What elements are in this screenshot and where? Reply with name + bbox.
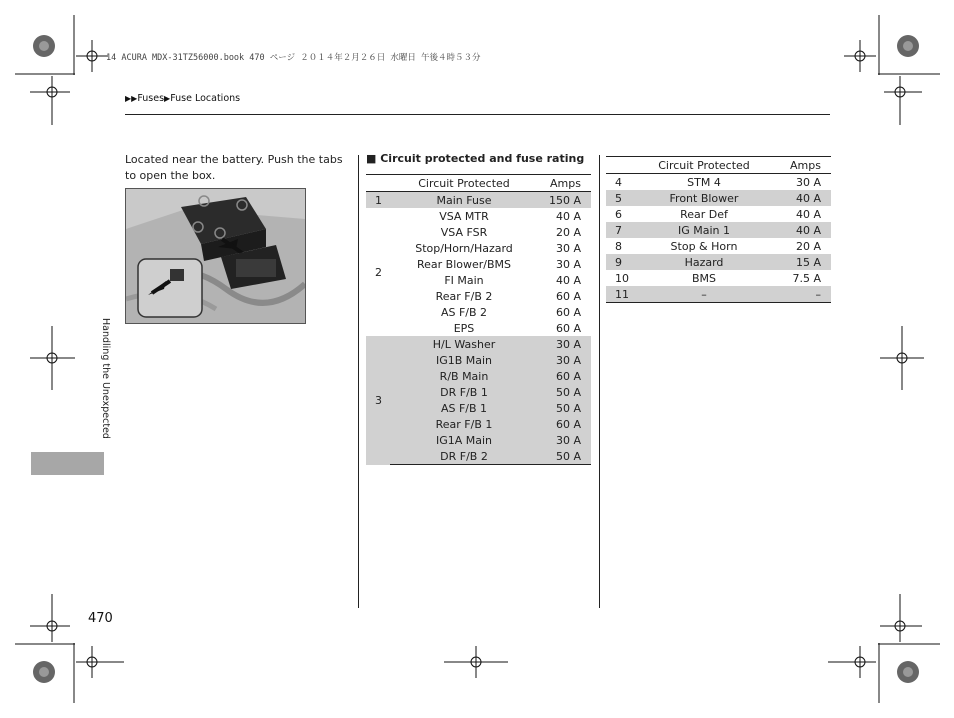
fuse-table-left <box>366 174 591 465</box>
table-row <box>606 174 831 191</box>
circuit-name: – <box>630 286 778 303</box>
table-row <box>366 416 591 432</box>
amp-rating: 60 A <box>538 416 591 432</box>
table-row <box>366 368 591 384</box>
circuit-name: EPS <box>453 321 475 335</box>
circuit-name: AS F/B 1 <box>390 400 538 416</box>
circuit-name: VSA FSR <box>440 225 488 239</box>
amp-rating: 30 A <box>555 257 581 271</box>
table-row <box>366 384 591 400</box>
amp-rating: 40 A <box>778 222 831 238</box>
amp-rating: 60 A <box>538 368 591 384</box>
table-row <box>366 224 591 240</box>
amp-rating: 40 A <box>795 207 821 221</box>
breadcrumb-fuses-link[interactable]: Fuses <box>137 93 165 104</box>
amp-rating: 7.5 A <box>792 271 821 285</box>
amp-rating: 30 A <box>538 432 591 448</box>
amp-rating: 40 A <box>778 190 831 206</box>
amp-rating: 50 A <box>538 400 591 416</box>
amp-rating: 30 A <box>555 241 581 255</box>
circuit-name: Rear Def <box>680 207 728 221</box>
circuit-name: Rear F/B 2 <box>435 289 493 303</box>
amp-rating: 40 A <box>555 273 581 287</box>
table-row <box>366 192 591 209</box>
circuit-name: Hazard <box>630 254 778 270</box>
amp-rating: – <box>778 286 831 303</box>
amp-rating: 60 A <box>555 321 581 335</box>
header-circuit: Circuit Protected <box>390 175 538 192</box>
header-rule <box>125 114 830 115</box>
table-row <box>366 448 591 465</box>
circuit-name: STM 4 <box>687 175 721 189</box>
circuit-name: Front Blower <box>630 190 778 206</box>
circuit-name: IG1A Main <box>390 432 538 448</box>
section-title: ■ Circuit protected and fuse rating <box>366 152 585 165</box>
circuit-name: Rear Blower/BMS <box>416 257 512 271</box>
column-divider-right <box>599 155 600 608</box>
circuit-name: FI Main <box>444 273 484 287</box>
table-row <box>606 190 831 206</box>
breadcrumb-arrow-icon: ▶▶ <box>125 94 138 103</box>
table-row <box>366 432 591 448</box>
circuit-name: IG1B Main <box>390 352 538 368</box>
fuse-number: 1 <box>366 192 390 209</box>
circuit-name: H/L Washer <box>390 336 538 352</box>
amp-rating: 60 A <box>555 289 581 303</box>
table-row <box>606 270 831 286</box>
table-row <box>366 288 591 304</box>
table-row <box>606 222 831 238</box>
circuit-name: R/B Main <box>390 368 538 384</box>
circuit-name: IG Main 1 <box>630 222 778 238</box>
table-row <box>366 304 591 320</box>
circuit-name: Stop & Horn <box>670 239 738 253</box>
intro-text: Located near the battery. Push the tabs to open the box. <box>125 153 343 182</box>
amp-rating: 60 A <box>555 305 581 319</box>
table-row <box>366 272 591 288</box>
fuse-number: 10 <box>615 271 629 285</box>
fuse-number: 7 <box>606 222 630 238</box>
fuse-number: 5 <box>606 190 630 206</box>
column-divider-left <box>358 155 359 608</box>
fuse-box-photo <box>125 188 306 324</box>
table-row <box>366 240 591 256</box>
circuit-name: VSA MTR <box>439 209 489 223</box>
fuse-box-illustration <box>126 189 305 323</box>
header-amps: Amps <box>778 157 831 174</box>
fuse-number: 3 <box>366 336 390 465</box>
fuse-number: 8 <box>615 239 622 253</box>
amp-rating: 30 A <box>538 352 591 368</box>
fuse-number: 4 <box>615 175 622 189</box>
circuit-name: BMS <box>691 271 717 285</box>
amp-rating: 20 A <box>795 239 821 253</box>
table-row <box>606 286 831 303</box>
chapter-tab[interactable] <box>31 452 104 475</box>
page-number: 470 <box>88 611 113 626</box>
fuse-table-right <box>606 156 831 303</box>
circuit-name: DR F/B 2 <box>390 448 538 465</box>
fuse-number: 9 <box>606 254 630 270</box>
amp-rating: 30 A <box>795 175 821 189</box>
table-row <box>366 352 591 368</box>
amp-rating: 40 A <box>555 209 581 223</box>
table-row <box>366 256 591 272</box>
breadcrumb-separator-icon: ▶ <box>164 94 171 103</box>
breadcrumb-fuse-locations: Fuse Locations <box>170 93 241 104</box>
amp-rating: 15 A <box>778 254 831 270</box>
breadcrumb <box>125 93 240 104</box>
circuit-name: Main Fuse <box>390 192 538 209</box>
header-no <box>606 157 630 174</box>
circuit-name: Stop/Horn/Hazard <box>415 241 513 255</box>
amp-rating: 20 A <box>555 225 581 239</box>
table-row <box>366 208 591 224</box>
table-row <box>366 320 591 336</box>
amp-rating: 50 A <box>538 448 591 465</box>
table-row <box>606 254 831 270</box>
table-row <box>606 206 831 222</box>
table-row <box>366 400 591 416</box>
print-header: 14 ACURA MDX-31TZ56000.book 470 ページ ２０１４年２月２６日 水曜日 午後４時５３分 <box>106 53 481 63</box>
header-no <box>366 175 390 192</box>
circuit-name: AS F/B 2 <box>440 305 488 319</box>
fuse-number: 11 <box>606 286 630 303</box>
header-circuit: Circuit Protected <box>630 157 778 174</box>
amp-rating: 150 A <box>538 192 591 209</box>
header-amps: Amps <box>538 175 591 192</box>
table-row <box>366 336 591 352</box>
circuit-name: Rear F/B 1 <box>390 416 538 432</box>
side-chapter-label: Handling the Unexpected <box>100 318 111 439</box>
amp-rating: 30 A <box>538 336 591 352</box>
amp-rating: 50 A <box>538 384 591 400</box>
fuse-number: 6 <box>615 207 622 221</box>
table-row <box>606 238 831 254</box>
circuit-name: DR F/B 1 <box>390 384 538 400</box>
fuse-number: 2 <box>375 265 382 279</box>
